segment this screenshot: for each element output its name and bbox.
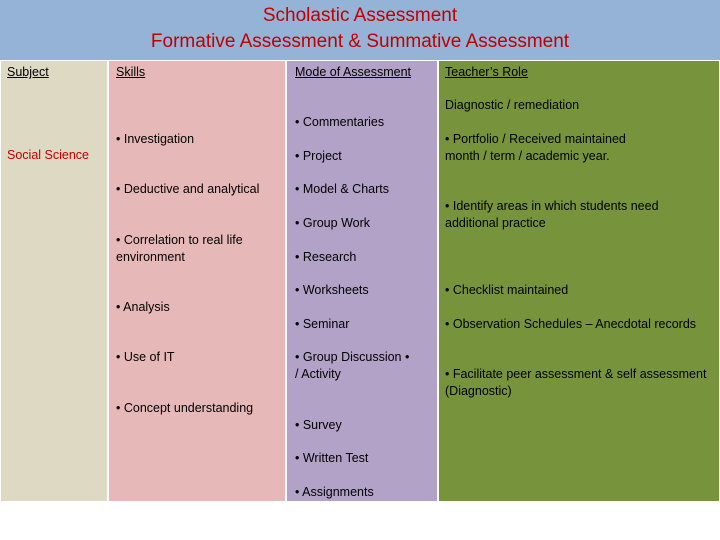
skill-item: • Concept understanding [116, 401, 254, 415]
teacher-role-item: • Identify areas in which students need additional practice [445, 199, 659, 230]
mode-item: • Research [295, 250, 357, 264]
skill-item: • Deductive and analytical [116, 182, 260, 196]
mode-item: • Survey [295, 418, 342, 432]
teacher-role-column [438, 60, 720, 502]
mode-heading: Mode of Assessment [295, 65, 412, 79]
mode-item: • Worksheets [295, 283, 369, 297]
subject-heading: Subject [7, 65, 49, 79]
teacher-role-item: • Checklist maintained [445, 283, 569, 297]
teacher-role-item: • Portfolio / Received maintained month / term / academic year. [445, 132, 626, 163]
teacher-role-heading: Teacher’s Role [445, 65, 528, 79]
skills-heading: Skills [116, 65, 146, 79]
slide-header [0, 0, 720, 60]
mode-item: • Seminar [295, 317, 350, 331]
teacher-role-item: • Facilitate peer assessment & self assessment (Diagnostic) [445, 367, 707, 398]
subject-column [0, 60, 108, 502]
skill-item: • Analysis [116, 300, 170, 314]
skills-column [108, 60, 286, 502]
mode-item: • Group Discussion • / Activity [295, 350, 410, 381]
bottom-margin [0, 502, 720, 540]
teacher-role-item: Diagnostic / remediation [445, 98, 580, 112]
mode-item: • Assignments [295, 485, 374, 499]
subject-value: Social Science [7, 148, 89, 162]
title-line-1: Scholastic Assessment [262, 5, 458, 26]
mode-item: • Written Test [295, 451, 369, 465]
mode-item: • Project [295, 149, 342, 163]
skill-item: • Use of IT [116, 350, 175, 364]
teacher-role-item: • Observation Schedules – Anecdotal records [445, 317, 697, 331]
mode-item: • Model & Charts [295, 182, 389, 196]
skill-item: • Investigation [116, 132, 195, 146]
mode-item: • Group Work [295, 216, 370, 230]
mode-item: • Commentaries [295, 115, 385, 129]
skill-item: • Correlation to real life environment [116, 233, 243, 264]
title-line-2: Formative Assessment & Summative Assessment [150, 31, 570, 52]
